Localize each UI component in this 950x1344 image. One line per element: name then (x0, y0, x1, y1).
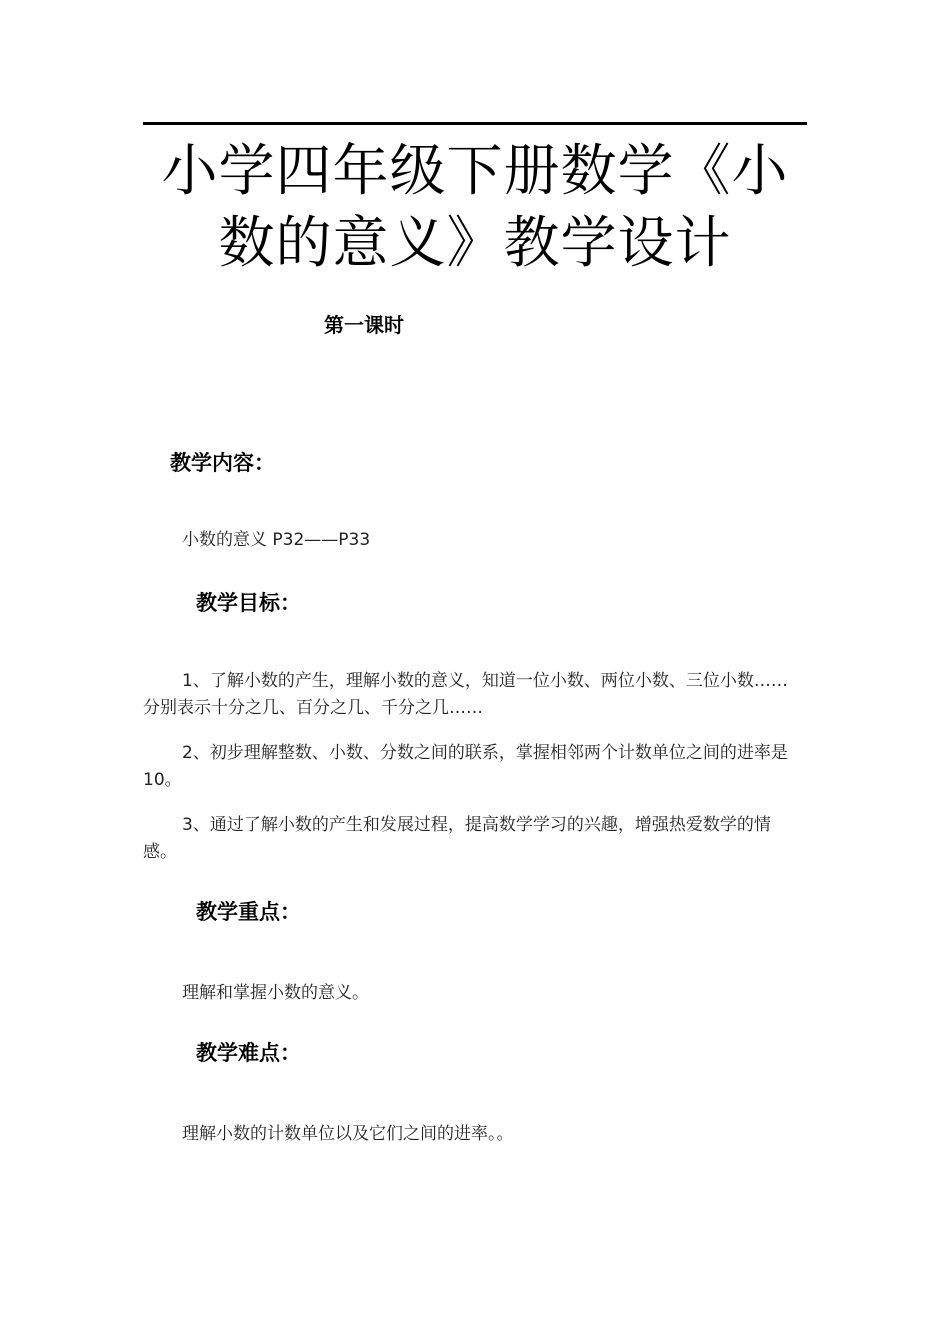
section-text-content: 小数的意义 P32——P33 (182, 530, 371, 550)
goal-item-1: 1、了解小数的产生，理解小数的意义，知道一位小数、两位小数、三位小数……分别表示十分之几、百分之几、千分之几…… (143, 671, 788, 718)
section-text-difficulties: 理解小数的计数单位以及它们之间的进率。。 (182, 1124, 514, 1144)
document-title: 小学四年级下册数学《小数的意义》教学设计 (161, 139, 789, 276)
section-heading-content: 教学内容： (170, 451, 275, 475)
top-rule (143, 122, 807, 125)
section-heading-difficulties: 教学难点： (196, 1041, 301, 1065)
section-heading-key-points: 教学重点： (196, 900, 301, 924)
goal-item-2: 2、初步理解整数、小数、分数之间的联系，掌握相邻两个计数单位之间的进率是 10。 (143, 743, 788, 790)
document-subtitle: 第一课时 (324, 313, 404, 337)
goal-item-3: 3、通过了解小数的产生和发展过程，提高数学学习的兴趣，增强热爱数学的情感。 (143, 815, 771, 862)
section-heading-goals: 教学目标： (196, 591, 301, 615)
section-text-key-points: 理解和掌握小数的意义。 (182, 983, 369, 1003)
